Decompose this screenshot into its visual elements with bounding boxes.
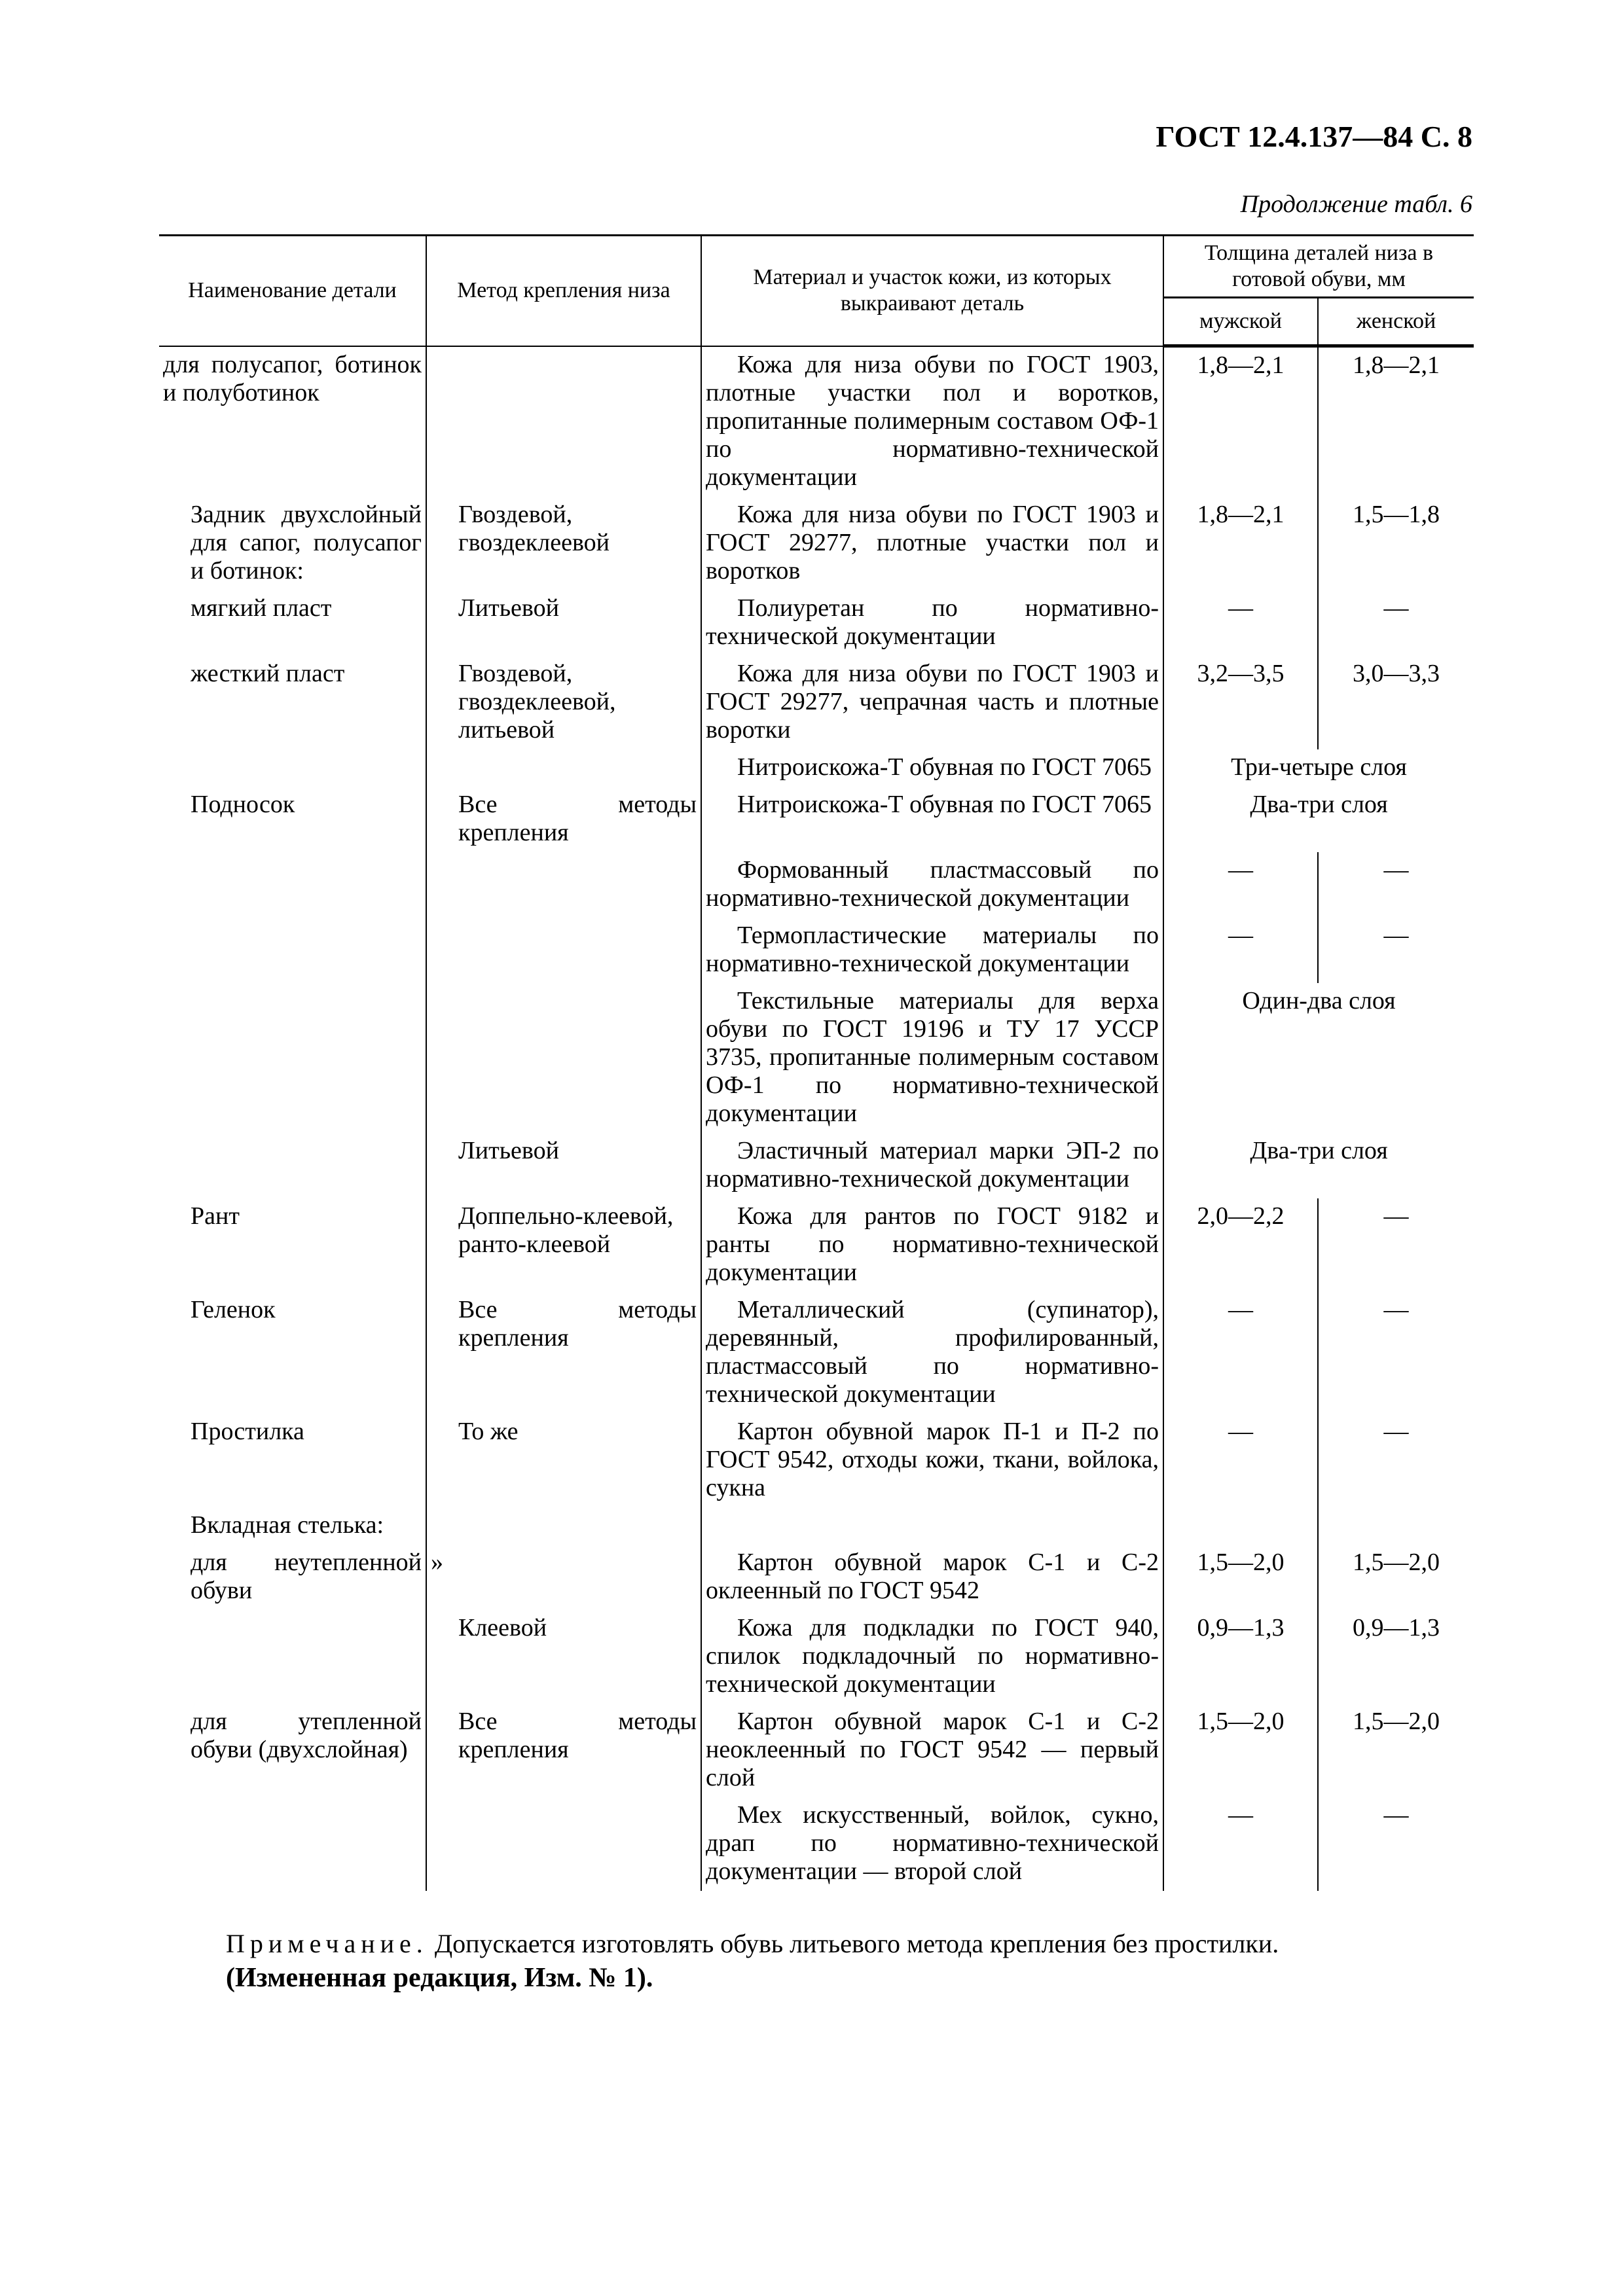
table-row — [159, 1133, 1474, 1198]
material-cell: Картон обувной марок С-1 и С-2 неоклеенный по ГОСТ 9542 — первый слой — [701, 1704, 1163, 1797]
women-thickness-cell: 0,9—1,3 — [1318, 1610, 1474, 1704]
material-cell: Мех искусственный, войлок, сукно, драп по нормативно-технической документации — второй слой — [701, 1797, 1163, 1891]
table-row — [159, 656, 1474, 749]
table-row — [159, 1545, 1474, 1610]
table-row — [159, 1704, 1474, 1797]
men-thickness-cell: 1,8—2,1 — [1163, 497, 1318, 590]
thickness-span-cell: Один-два слоя — [1163, 983, 1474, 1133]
material-cell: Кожа для рантов по ГОСТ 9182 и ранты по нормативно-технической документации — [701, 1198, 1163, 1292]
men-thickness-cell — [1163, 1507, 1318, 1545]
method-cell: Гвоздевой, гвоздеклеевой — [426, 497, 701, 590]
table-row — [159, 1198, 1474, 1292]
material-cell: Кожа для низа обуви по ГОСТ 1903 и ГОСТ 29277, чепрачная часть и плотные воротки — [701, 656, 1163, 749]
edition-note: (Измененная редакция, Изм. № 1). — [226, 1963, 653, 1993]
material-cell: Нитроискожа-Т обувная по ГОСТ 7065 — [701, 787, 1163, 852]
women-thickness-cell: — — [1318, 1292, 1474, 1414]
men-thickness-cell: 1,5—2,0 — [1163, 1704, 1318, 1797]
women-thickness-cell: — — [1318, 918, 1474, 983]
part-cell — [159, 1797, 426, 1891]
men-thickness-cell: 1,8—2,1 — [1163, 346, 1318, 497]
column-header-women: женской — [1318, 298, 1474, 346]
part-cell: для неутепленной обуви — [191, 1548, 422, 1604]
part-cell: для полусапог, ботинок и полуботинок — [163, 350, 422, 406]
column-header-men: мужской — [1163, 298, 1318, 346]
material-cell: Кожа для низа обуви по ГОСТ 1903, плотные участки пол и воротков, пропитанные полимерным составом ОФ-1 по нормативно-технической документации — [701, 346, 1163, 497]
material-cell — [701, 1507, 1163, 1545]
women-thickness-cell: 1,5—2,0 — [1318, 1545, 1474, 1610]
method-cell: То же — [426, 1414, 701, 1507]
part-cell — [159, 918, 426, 983]
material-cell: Металлический (супинатор), деревянный, профилированный, пластмассовый по нормативно-технической документации — [701, 1292, 1163, 1414]
table-row — [159, 1507, 1474, 1545]
women-thickness-cell: — — [1318, 852, 1474, 918]
table-row — [159, 1610, 1474, 1704]
table-row — [159, 918, 1474, 983]
women-thickness-cell: — — [1318, 1797, 1474, 1891]
women-thickness-cell: — — [1318, 590, 1474, 656]
document-header: ГОСТ 12.4.137—84 С. 8 — [1156, 120, 1472, 153]
table-row — [159, 787, 1474, 852]
parts-table — [159, 234, 1474, 1891]
men-thickness-cell: 3,2—3,5 — [1163, 656, 1318, 749]
method-cell — [426, 983, 701, 1133]
women-thickness-cell: 1,5—1,8 — [1318, 497, 1474, 590]
material-cell: Полиуретан по нормативно-технической документации — [701, 590, 1163, 656]
material-cell: Картон обувной марок П-1 и П-2 по ГОСТ 9542, отходы кожи, ткани, войлока, сукна — [701, 1414, 1163, 1507]
method-cell — [426, 1797, 701, 1891]
table-continuation-label: Продолжение табл. 6 — [1240, 190, 1472, 218]
table-row — [159, 1797, 1474, 1891]
material-cell: Нитроискожа-Т обувная по ГОСТ 7065 — [701, 749, 1163, 787]
women-thickness-cell: 1,5—2,0 — [1318, 1704, 1474, 1797]
column-header-method: Метод крепления низа — [426, 236, 701, 346]
table-body — [159, 346, 1474, 1891]
women-thickness-cell: 3,0—3,3 — [1318, 656, 1474, 749]
note-text: Допускается изготовлять обувь литьевого метода крепления без простилки. — [428, 1929, 1279, 1958]
thickness-span-cell: Три-четыре слоя — [1163, 749, 1474, 787]
table-row — [159, 983, 1474, 1133]
part-cell — [159, 1610, 426, 1704]
part-cell — [159, 1133, 426, 1198]
part-cell: Вкладная стелька: — [191, 1511, 384, 1539]
method-cell: Клеевой — [426, 1610, 701, 1704]
method-cell: Литьевой — [426, 1133, 701, 1198]
men-thickness-cell: 2,0—2,2 — [1163, 1198, 1318, 1292]
material-cell: Эластичный материал марки ЭП-2 по нормативно-технической документации — [701, 1133, 1163, 1198]
method-cell: Все методы крепления — [426, 1704, 701, 1797]
women-thickness-cell: — — [1318, 1414, 1474, 1507]
method-cell — [426, 346, 701, 497]
table-row — [159, 346, 1474, 497]
table-row — [159, 749, 1474, 787]
part-cell: Подносок — [191, 790, 295, 818]
table-row — [159, 852, 1474, 918]
material-cell: Кожа для подкладки по ГОСТ 940, спилок подкладочный по нормативно-технической документации — [701, 1610, 1163, 1704]
part-cell — [159, 749, 426, 787]
men-thickness-cell: — — [1163, 918, 1318, 983]
method-cell — [426, 852, 701, 918]
table-row — [159, 1414, 1474, 1507]
material-cell: Формованный пластмассовый по нормативно-технической документации — [701, 852, 1163, 918]
method-cell: » — [426, 1545, 701, 1610]
part-cell: Рант — [191, 1202, 240, 1230]
material-cell: Кожа для низа обуви по ГОСТ 1903 и ГОСТ 29277, плотные участки пол и воротков — [701, 497, 1163, 590]
table-row — [159, 497, 1474, 590]
women-thickness-cell — [1318, 1507, 1474, 1545]
men-thickness-cell: — — [1163, 852, 1318, 918]
part-cell: Простилка — [191, 1417, 304, 1445]
men-thickness-cell: — — [1163, 1292, 1318, 1414]
material-cell: Текстильные материалы для верха обуви по ГОСТ 19196 и ТУ 17 УССР 3735, пропитанные полимерным составом ОФ-1 по нормативно-технической документации — [701, 983, 1163, 1133]
men-thickness-cell: 0,9—1,3 — [1163, 1610, 1318, 1704]
thickness-span-cell: Два-три слоя — [1163, 787, 1474, 852]
method-cell — [426, 749, 701, 787]
women-thickness-cell: 1,8—2,1 — [1318, 346, 1474, 497]
part-cell: Геленок — [191, 1295, 276, 1323]
part-cell — [159, 852, 426, 918]
part-cell: для утепленной обуви (двухслойная) — [191, 1707, 422, 1763]
thickness-span-cell: Два-три слоя — [1163, 1133, 1474, 1198]
men-thickness-cell: — — [1163, 590, 1318, 656]
part-cell — [159, 983, 426, 1133]
table-row — [159, 590, 1474, 656]
men-thickness-cell: — — [1163, 1797, 1318, 1891]
table-note — [226, 1928, 1279, 1959]
material-cell: Термопластические материалы по нормативно-технической документации — [701, 918, 1163, 983]
men-thickness-cell: — — [1163, 1414, 1318, 1507]
men-thickness-cell: 1,5—2,0 — [1163, 1545, 1318, 1610]
method-cell: Все методы крепления — [426, 1292, 701, 1414]
method-cell — [426, 1507, 701, 1545]
part-cell: жесткий пласт — [191, 659, 345, 687]
method-cell: Доппельно-клеевой, ранто-клеевой — [426, 1198, 701, 1292]
table-row — [159, 1292, 1474, 1414]
method-cell — [426, 918, 701, 983]
column-header-material: Материал и участок кожи, из которых выкраивают деталь — [701, 236, 1163, 346]
part-cell: Задник двухслойный для сапог, полусапог и ботинок: — [191, 500, 422, 584]
material-cell: Картон обувной марок С-1 и С-2 оклеенный по ГОСТ 9542 — [701, 1545, 1163, 1610]
column-header-part: Наименование детали — [159, 236, 426, 346]
method-cell: Гвоздевой, гвоздеклеевой, литьевой — [426, 656, 701, 749]
women-thickness-cell: — — [1318, 1198, 1474, 1292]
note-label: Примечание. — [226, 1929, 428, 1958]
method-cell: Все методы крепления — [426, 787, 701, 852]
column-header-thickness: Толщина деталей низа в готовой обуви, мм — [1163, 236, 1474, 298]
part-cell: мягкий пласт — [191, 594, 332, 622]
method-cell: Литьевой — [426, 590, 701, 656]
